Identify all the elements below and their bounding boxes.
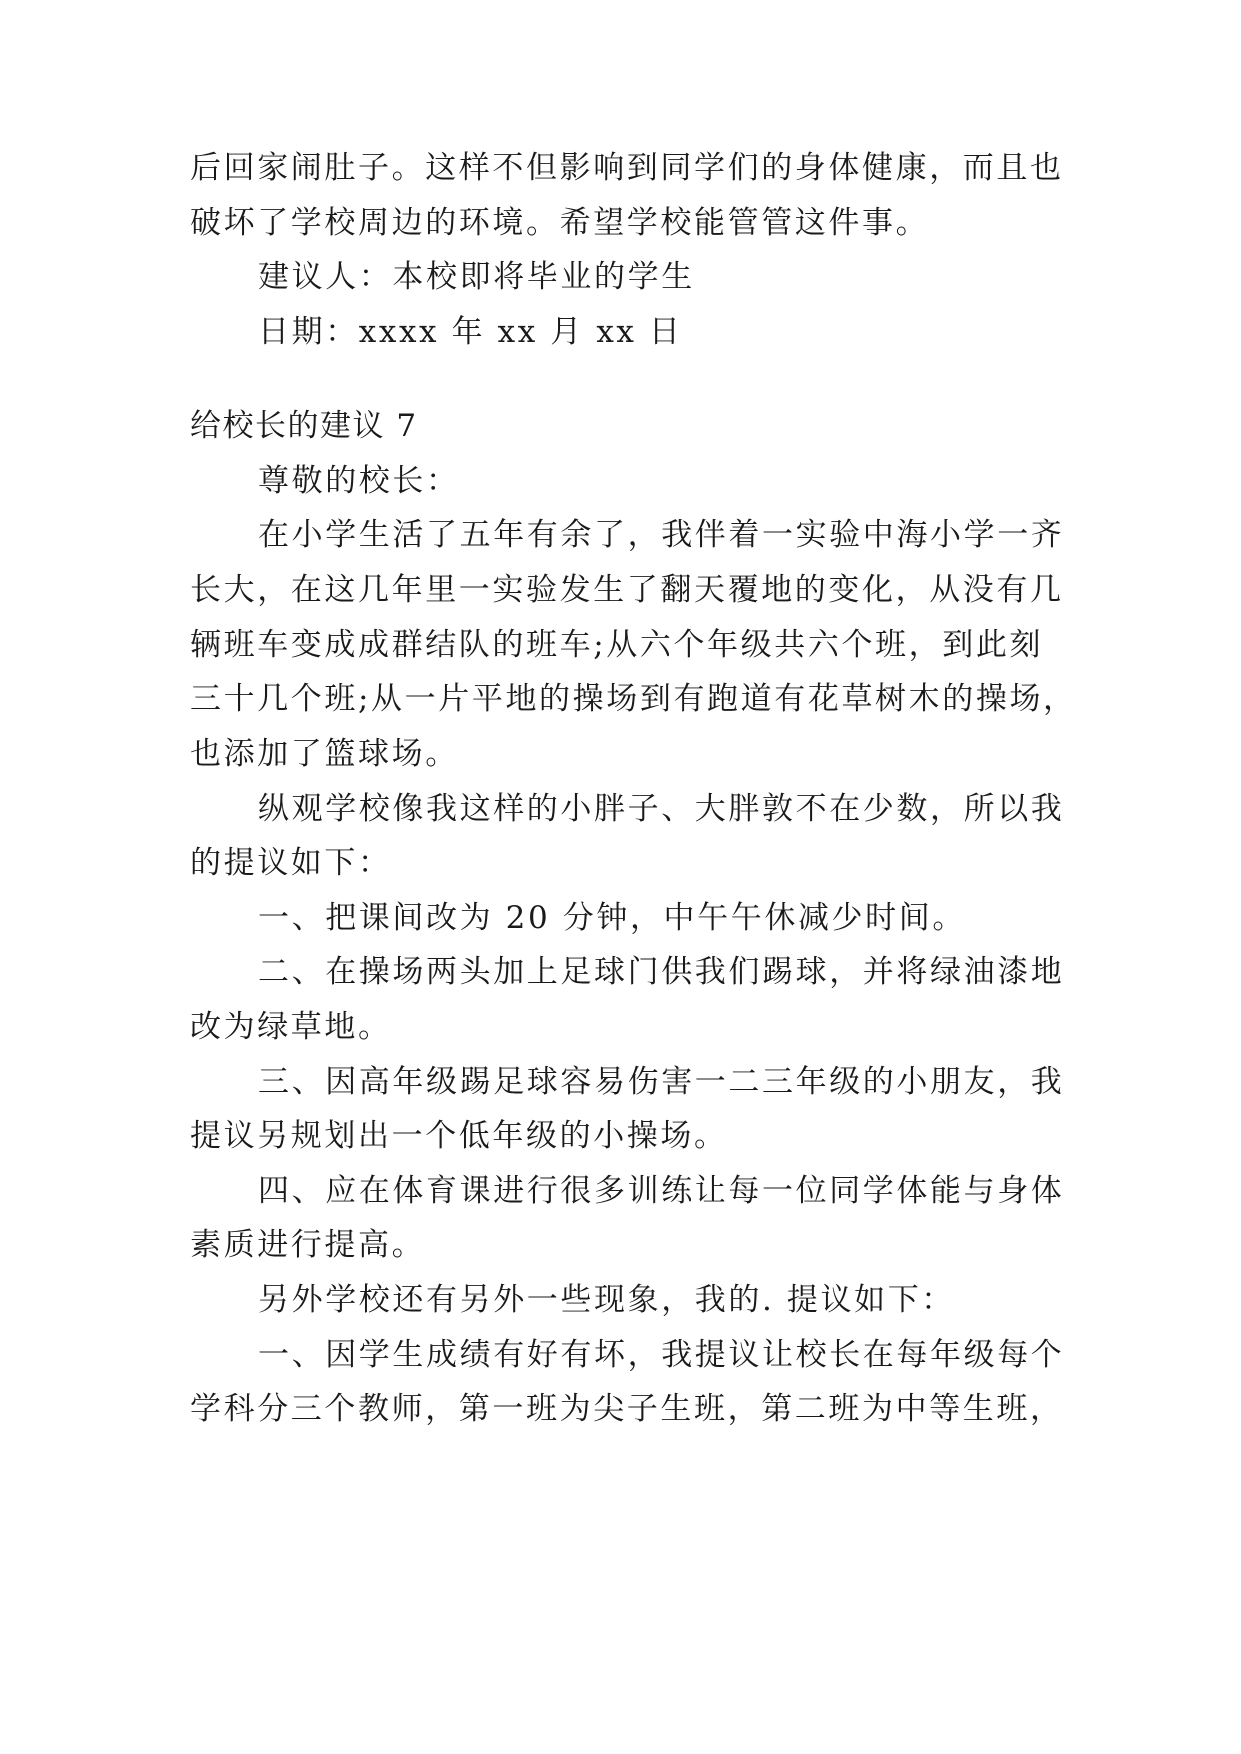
section-title: 给校长的建议 7 <box>190 408 418 444</box>
body-text-line: 纵观学校像我这样的小胖子、大胖敦不在少数，所以我 <box>258 791 1065 827</box>
list-item: 二、在操场两头加上足球门供我们踢球，并将绿油漆地 <box>258 954 1065 990</box>
body-text-line: 辆班车变成成群结队的班车;从六个年级共六个班，到此刻 <box>190 627 1044 663</box>
list-item-continuation: 改为绿草地。 <box>190 1009 392 1045</box>
list-item: 一、因学生成绩有好有坏，我提议让校长在每年级每个 <box>258 1337 1065 1373</box>
body-text-line: 的提议如下： <box>190 845 392 881</box>
date-line: 日期：xxxx 年 xx 月 xx 日 <box>258 314 683 350</box>
signature-line: 建议人：本校即将毕业的学生 <box>258 259 695 295</box>
body-text-line: 也添加了篮球场。 <box>190 736 459 772</box>
list-item: 四、应在体育课进行很多训练让每一位同学体能与身体 <box>258 1173 1065 1209</box>
body-text-line: 另外学校还有另外一些现象，我的. 提议如下： <box>258 1282 955 1318</box>
list-item: 一、把课间改为 20 分钟，中午午休减少时间。 <box>258 900 966 936</box>
body-text-line: 后回家闹肚子。这样不但影响到同学们的身体健康，而且也 <box>190 150 1064 186</box>
salutation: 尊敬的校长： <box>258 463 460 499</box>
list-item-continuation: 提议另规划出一个低年级的小操场。 <box>190 1118 728 1154</box>
list-item: 三、因高年级踢足球容易伤害一二三年级的小朋友，我 <box>258 1064 1065 1100</box>
body-text-line: 破坏了学校周边的环境。希望学校能管管这件事。 <box>190 205 930 241</box>
list-item-continuation: 学科分三个教师，第一班为尖子生班，第二班为中等生班， <box>190 1391 1064 1427</box>
list-item-continuation: 素质进行提高。 <box>190 1227 426 1263</box>
body-text-line: 三十几个班;从一片平地的操场到有跑道有花草树木的操场， <box>190 681 1077 717</box>
body-text-line: 长大，在这几年里一实验发生了翻天覆地的变化，从没有几 <box>190 572 1064 608</box>
body-text-line: 在小学生活了五年有余了，我伴着一实验中海小学一齐 <box>258 517 1065 553</box>
